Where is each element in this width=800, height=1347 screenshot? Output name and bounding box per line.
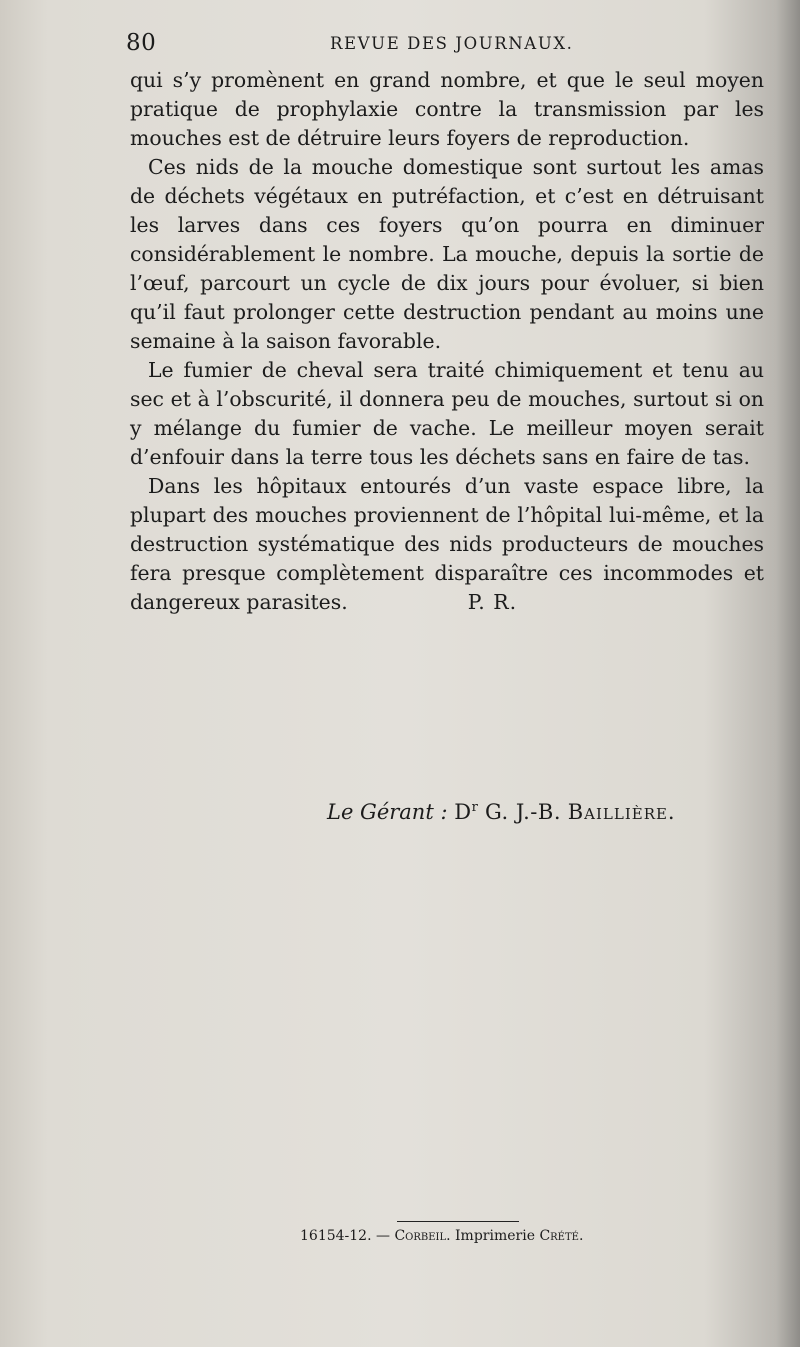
imprint-printer-name: Crété. [539,1228,584,1244]
paragraph-nests: Ces nids de la mouche domestique sont surtout les amas de déchets végétaux en putréfaction, et c’est en détruisant les larves dans ces foyers qu’on pourra en diminuer considérablement le nombre. La mouche, depuis la sortie de l’œuf, parcourt un cycle de dix jours pour évoluer, si bien qu’il faut prolonger cette destruction pendant au moins une semaine à la saison favorable. [130,155,764,353]
paragraph-manure: Le fumier de cheval sera traité chimiquement et tenu au sec et à l’obscurité, il donnera peu de mouches, surtout si on y mélange du fumier de vache. Le meilleur moyen serait d’enfouir dans la terre tous les déchets sans en faire de tas. [130,358,764,469]
gerant-surname: Baillière. [567,800,676,824]
page-number: 80 [126,30,157,56]
running-head: REVUE DES JOURNAUX. [330,34,574,53]
imprint-dash: — [375,1228,390,1244]
paragraph-hospitals: Dans les hôpitaux entourés d’un vaste espace libre, la plupart des mouches proviennent de l’hôpital lui-même, et la destruction systématique des nids producteurs de mouches fera presque complètement disparaître ces incommodes et dangereux parasites. [130,474,764,614]
imprint-job-number: 16154-12. [300,1228,372,1244]
article-signature: P. R. [467,590,518,614]
printer-imprint [300,1228,640,1244]
imprint-printer-prefix: Imprimerie [455,1228,535,1244]
gerant-title-text: D [454,800,472,824]
gerant-initials: G. J.-B. [484,800,562,824]
gerant-title [454,800,478,824]
paragraph-continuation: qui s’y promènent en grand nombre, et que le seul moyen pratique de prophylaxie contre la transmission par les mouches est de détruire leurs foyers de reproduction. [130,68,764,150]
imprint-city: Corbeil. [394,1228,451,1244]
gerant-line [327,800,747,824]
page-header [124,28,764,62]
imprint-divider [397,1221,519,1222]
gerant-label: Le Gérant : [327,800,448,824]
paragraph-hospitals-wrapper [130,472,764,617]
gerant-title-sup: r [471,800,479,815]
article-body [130,66,764,617]
